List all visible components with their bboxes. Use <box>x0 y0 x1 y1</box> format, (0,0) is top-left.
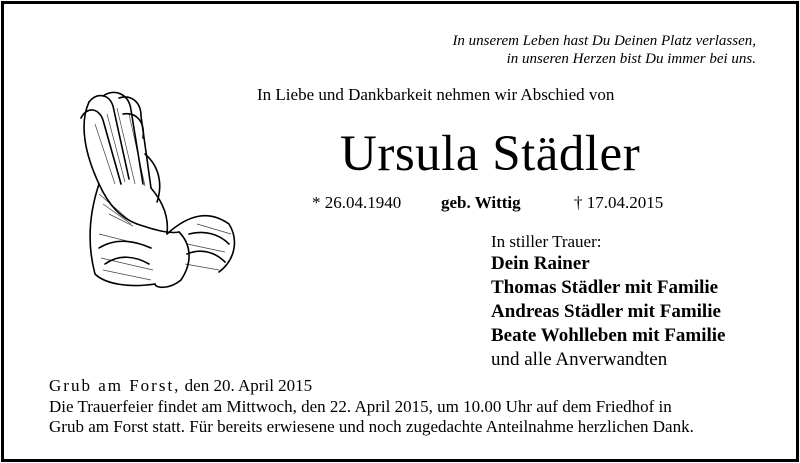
mourners-block <box>491 232 726 372</box>
deceased-name: Ursula Städler <box>340 126 641 182</box>
ceremony-line-1: Die Trauerfeier findet am Mittwoch, den 22. April 2015, um 10.00 Uhr auf dem Friedhof in <box>49 397 672 416</box>
place-date-line <box>49 376 312 396</box>
intro-text: In Liebe und Dankbarkeit nehmen wir Abschied von <box>257 85 615 104</box>
verse <box>452 32 756 68</box>
death-date: † 17.04.2015 <box>574 193 664 212</box>
notice-date: den 20. April 2015 <box>184 376 313 395</box>
maiden-name: geb. Wittig <box>441 193 521 212</box>
mourner-name: Andreas Städler mit Familie <box>491 301 721 322</box>
praying-hands-icon <box>59 84 244 299</box>
mourner-name: Dein Rainer <box>491 253 590 274</box>
obituary-card <box>1 1 799 462</box>
ceremony-text <box>49 397 694 437</box>
ceremony-line-2: Grub am Forst statt. Für bereits erwiesene und noch zugedachte Anteilnahme herzlichen Dank. <box>49 417 694 436</box>
mourners-closing: und alle Anverwandten <box>491 349 668 370</box>
mourner-name: Beate Wohlleben mit Familie <box>491 325 726 346</box>
mourners-heading: In stiller Trauer: <box>491 232 602 251</box>
place-name: Grub am Forst, <box>49 376 181 395</box>
birth-date: * 26.04.1940 <box>312 193 402 212</box>
verse-line-2: in unseren Herzen bist Du immer bei uns. <box>506 51 756 67</box>
verse-line-1: In unserem Leben hast Du Deinen Platz verlassen, <box>452 33 756 49</box>
mourner-name: Thomas Städler mit Familie <box>491 277 719 298</box>
